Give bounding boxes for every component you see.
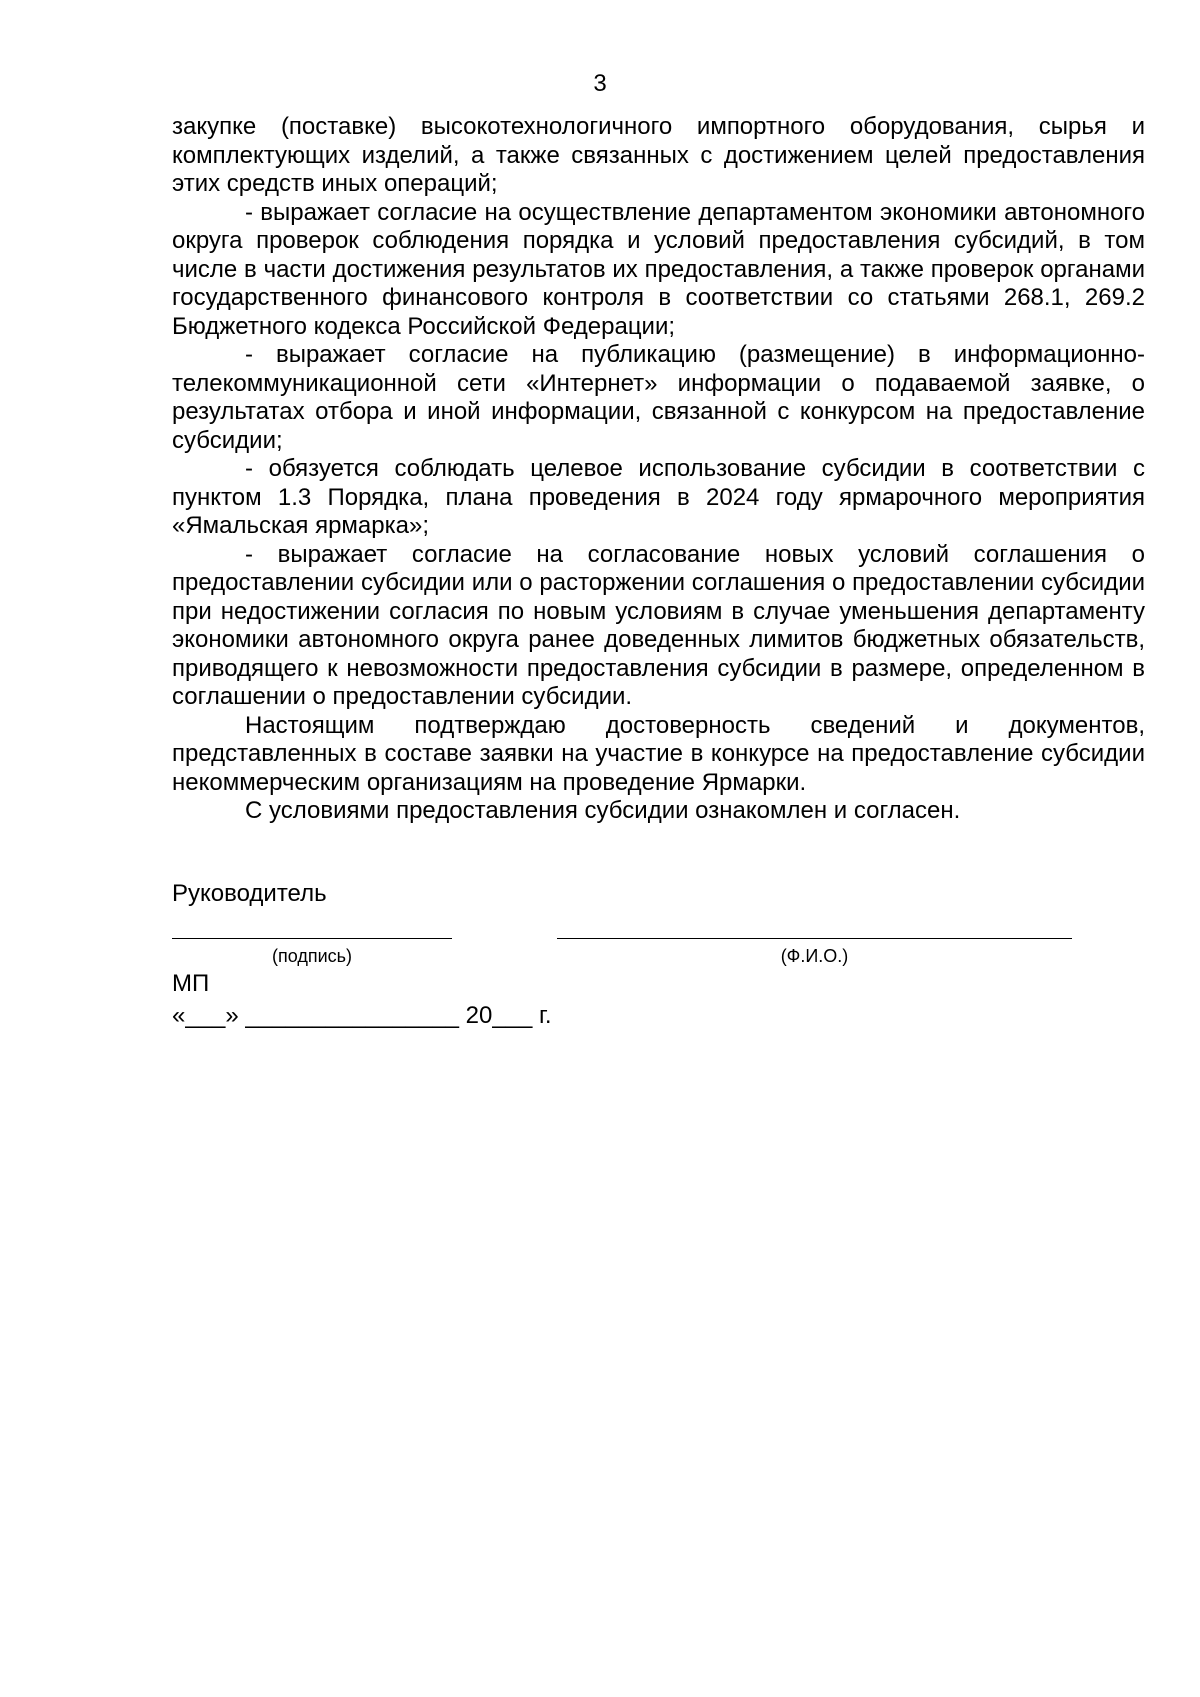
paragraph: Настоящим подтверждаю достоверность сведений и документов, представленных в составе заявки на участие в конкурсе на предоставление субсидии некоммерческим организациям на проведение Ярмарки. (172, 711, 1145, 796)
page-number: 3 (593, 70, 607, 97)
signature-caption: (подпись) (271, 946, 353, 966)
signature-line (172, 938, 452, 939)
fio-line (557, 938, 1072, 939)
document-body (172, 113, 1145, 826)
paragraph: - выражает согласие на согласование новых условий соглашения о предоставлении субсидии или о расторжении соглашения о предоставлении субсидии при недостижении согласия по новым условиям в случае уменьшения департаменту экономики автономного округа ранее доведенных лимитов бюджетных обязательств, приводящего к невозможности предоставления субсидии в размере, определенном в соглашении о предоставлении субсидии. (172, 540, 1145, 710)
role-label: Руководитель (172, 880, 327, 907)
paragraph: - обязуется соблюдать целевое использование субсидии в соответствии с пунктом 1.3 Порядка, плана проведения в 2024 году ярмарочного мероприятия «Ямальская ярмарка»; (172, 455, 1145, 539)
paragraph: закупке (поставке) высокотехнологичного импортного оборудования, сырья и комплектующих изделий, а также связанных с достижением целей предоставления этих средств иных операций; (172, 113, 1145, 197)
date-line: «___» ________________ 20___ г. (172, 1002, 552, 1029)
stamp-label: МП (172, 970, 210, 997)
fio-caption: (Ф.И.О.) (780, 946, 849, 966)
paragraph: - выражает согласие на публикацию (размещение) в информационно-телекоммуникационной сети «Интернет» информации о подаваемой заявке, о результатах отбора и иной информации, связанной с конкурсом на предоставление субсидии; (172, 341, 1145, 454)
paragraph: - выражает согласие на осуществление департаментом экономики автономного округа проверок соблюдения порядка и условий предоставления субсидий, в том числе в части достижения результатов их предоставления, а также проверок органами государственного финансового контроля в соответствии со статьями 268.1, 269.2 Бюджетного кодекса Российской Федерации; (172, 198, 1145, 340)
signature-block (172, 880, 1145, 1030)
paragraph: С условиями предоставления субсидии ознакомлен и согласен. (245, 797, 961, 824)
signature-lines (172, 908, 1145, 968)
